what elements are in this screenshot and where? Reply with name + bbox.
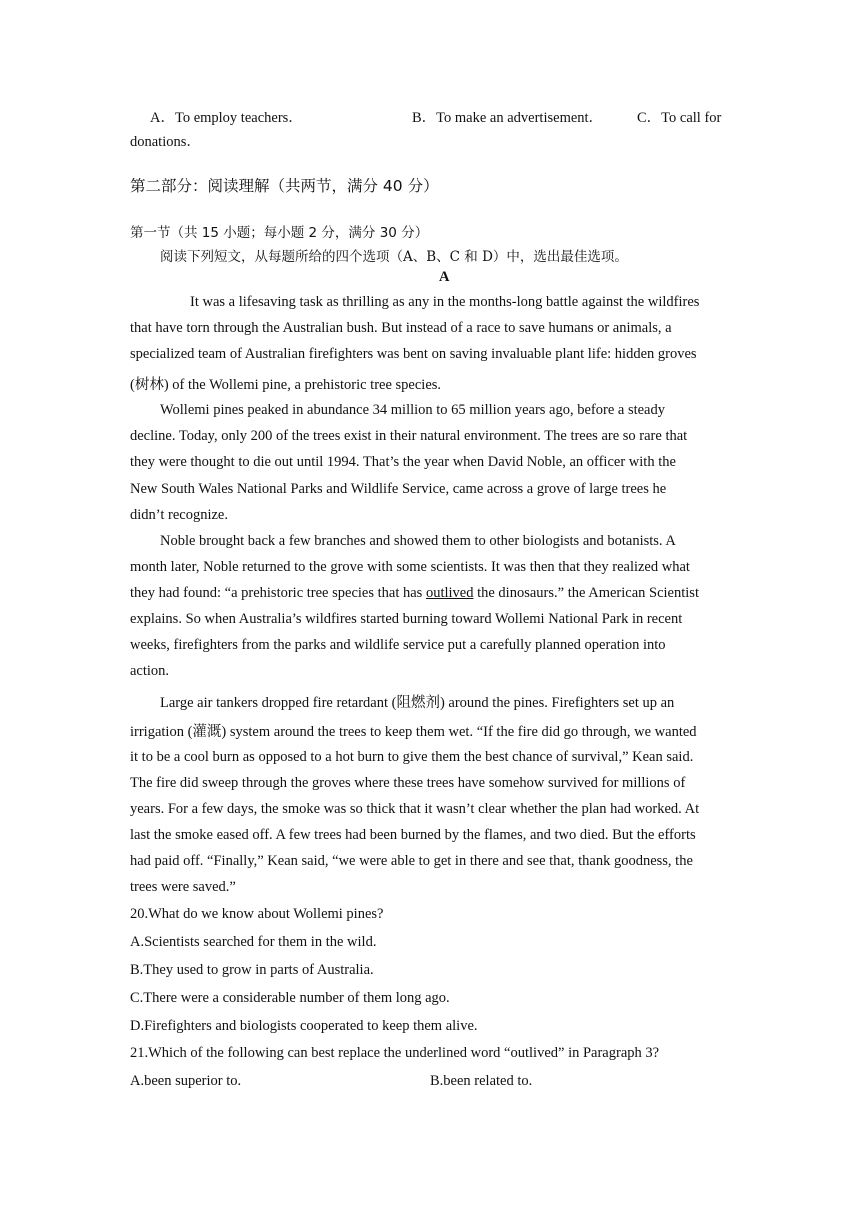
underlined-word: outlived [425, 585, 474, 601]
paragraph-line: didn’t recognize. [130, 507, 228, 523]
paragraph-line: Large air tankers dropped fire retardant (阻燃剂) around the pines. Firefighters set up an [160, 695, 675, 711]
paragraph-line: specialized team of Australian firefighters was bent on saving invaluable plant life: hidden groves [130, 346, 697, 362]
option-c: C．To call for [637, 110, 722, 126]
paragraph-line: weeks, firefighters from the parks and wildlife service put a carefully planned operation into [130, 637, 666, 653]
option-c-continued: donations． [130, 134, 201, 150]
question-stem: 20.What do we know about Wollemi pines? [130, 906, 384, 922]
option-a: A．To employ teachers． [150, 110, 303, 126]
answer-option-a: A.Scientists searched for them in the wild. [130, 934, 377, 950]
paragraph-line: years. For a few days, the smoke was so thick that it wasn’t clear whether the plan had worked. At [130, 801, 700, 817]
paragraph-line: Noble brought back a few branches and showed them to other biologists and botanists. A [160, 533, 676, 549]
subsection-heading: 第一节（共 15 小题；每小题 2 分，满分 30 分） [130, 225, 429, 241]
paragraph-line [130, 585, 699, 602]
line-text: the dinosaurs.” the American Scientist [473, 585, 699, 601]
paragraph-line: last the smoke eased off. A few trees had been burned by the flames, and two died. But the efforts [130, 827, 696, 843]
paragraph-line: The fire did sweep through the groves where these trees have somehow survived for millions of [130, 775, 686, 791]
paragraph-line: month later, Noble returned to the grove with some scientists. It was then that they realized what [130, 559, 690, 575]
answer-option-d: D.Firefighters and biologists cooperated to keep them alive. [130, 1018, 478, 1034]
passage-label: A [439, 269, 450, 285]
paragraph-line: It was a lifesaving task as thrilling as any in the months-long battle against the wildfires [190, 294, 700, 310]
option-b: B．To make an advertisement． [412, 110, 604, 126]
paragraph-line: action. [130, 663, 170, 679]
paragraph-line: trees were saved.” [130, 879, 236, 895]
paragraph-line: (树林) of the Wollemi pine, a prehistoric tree species. [130, 377, 442, 393]
answer-option-c: C.There were a considerable number of them long ago. [130, 990, 450, 1006]
section-heading: 第二部分：阅读理解（共两节，满分 40 分） [130, 177, 439, 195]
answer-option-b: B.They used to grow in parts of Australia. [130, 962, 374, 978]
answer-option-b: B.been related to. [430, 1073, 533, 1089]
paragraph-line: that have torn through the Australian bush. But instead of a race to save humans or animals, a [130, 320, 672, 336]
paragraph-line: had paid off. “Finally,” Kean said, “we were able to get in there and see that, thank goodness, the [130, 853, 693, 869]
paragraph-line: explains. So when Australia’s wildfires started burning toward Wollemi National Park in recent [130, 611, 683, 627]
paragraph-line: New South Wales National Parks and Wildlife Service, came across a grove of large trees he [130, 481, 667, 497]
paragraph-line: irrigation (灌溉) system around the trees to keep them wet. “If the fire did go through, we wanted [130, 724, 697, 740]
answer-option-a: A.been superior to. [130, 1073, 242, 1089]
paragraph-line: Wollemi pines peaked in abundance 34 million to 65 million years ago, before a steady [160, 402, 665, 418]
paragraph-line: decline. Today, only 200 of the trees exist in their natural environment. The trees are so rare that [130, 428, 688, 444]
instruction-text: 阅读下列短文，从每题所给的四个选项（A、B、C 和 D）中，选出最佳选项。 [160, 249, 628, 265]
line-text: they had found: “a prehistoric tree species that has [130, 585, 426, 601]
paragraph-line: they were thought to die out until 1994. That’s the year when David Noble, an officer with the [130, 454, 676, 470]
paragraph-line: it to be a cool burn as opposed to a hot burn to give them the best chance of survival,” Kean said. [130, 749, 694, 765]
question-stem: 21.Which of the following can best replace the underlined word “outlived” in Paragraph 3? [130, 1045, 660, 1061]
